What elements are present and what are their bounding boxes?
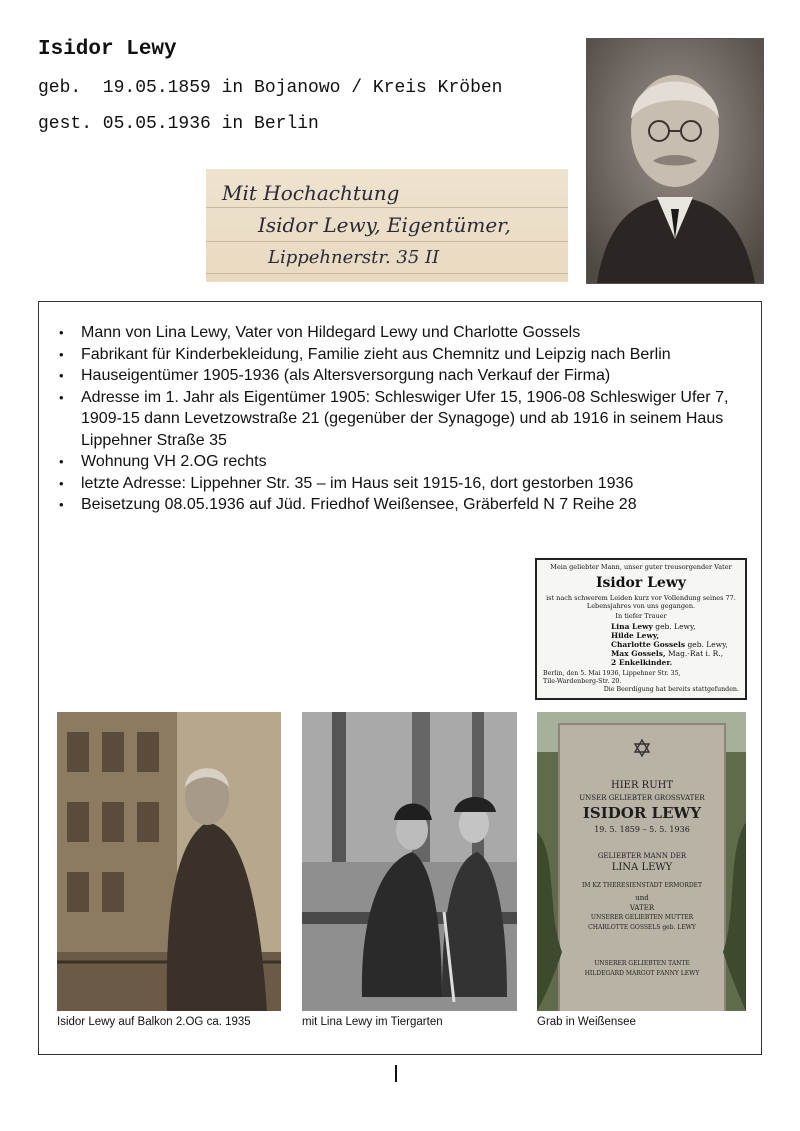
grave-line: VATER — [629, 904, 655, 912]
portrait-illustration — [587, 39, 763, 283]
list-item: • Wohnung VH 2.OG rechts — [81, 451, 771, 473]
park-photo — [302, 712, 517, 1011]
grave-line: HILDEGARD MARGOT FANNY LEWY — [584, 970, 700, 977]
signature-line-1: Mit Hochachtung — [222, 181, 400, 205]
list-item: • Fabrikant für Kinderbekleidung, Familie zieht aus Chemnitz und Leipzig nach Berlin — [81, 344, 771, 366]
grave-caption: Grab in Weißensee — [537, 1016, 636, 1028]
notice-family-1: Lina Lewy geb. Lewy, — [611, 622, 696, 631]
notice-family-4: Max Gossels, Mag.-Rat i. R., — [611, 649, 724, 658]
grave-line: CHARLOTTE GOSSELS geb. LEWY — [588, 924, 696, 931]
balcony-illustration — [57, 712, 281, 1011]
grave-photo — [537, 712, 746, 1011]
death-line: gest. 05.05.1936 in Berlin — [38, 114, 319, 134]
notice-burial: Die Beerdigung hat bereits stattgefunden. — [603, 686, 739, 693]
notice-place-2: Tile-Wardenberg-Str. 20. — [543, 678, 622, 685]
grave-line: ISIDOR LEWY — [582, 804, 702, 822]
grave-line: UNSERER GELIEBTEN MUTTER — [590, 914, 694, 921]
notice-name: Isidor Lewy — [595, 575, 687, 591]
grave-line: HIER RUHT — [610, 780, 674, 791]
grave-line: UNSERER GELIEBTEN TANTE — [594, 960, 690, 967]
list-item: • letzte Adresse: Lippehner Str. 35 – im Haus seit 1915-16, dort gestorben 1936 — [81, 473, 771, 495]
park-caption: mit Lina Lewy im Tiergarten — [302, 1016, 443, 1028]
signature-line-3: Lippehnerstr. 35 II — [268, 247, 440, 268]
notice-text: ist nach schwerem Leiden kurz vor Vollendung seines 77. Lebensjahres von uns gegangen. — [546, 594, 736, 610]
balcony-photo — [57, 712, 281, 1011]
grave-line: und — [635, 894, 649, 902]
notice-place: Berlin, den 5. Mai 1936, Lippehner Str. 35, — [543, 670, 681, 677]
balcony-caption: Isidor Lewy auf Balkon 2.OG ca. 1935 — [57, 1016, 251, 1028]
notice-family-2: Hilde Lewy, — [611, 631, 660, 640]
portrait-photo — [586, 38, 764, 284]
notice-intro: Mein geliebter Mann, unser guter treusorgender Vater — [550, 563, 732, 571]
list-item: • Hauseigentümer 1905-1936 (als Altersversorgung nach Verkauf der Firma) — [81, 365, 771, 387]
facts-list — [59, 322, 771, 516]
page-marker — [395, 1065, 397, 1082]
park-illustration — [302, 712, 517, 1011]
signature-line-2: Isidor Lewy, Eigentümer, — [258, 213, 511, 237]
list-item: • Beisetzung 08.05.1936 auf Jüd. Friedhof Weißensee, Gräberfeld N 7 Reihe 28 — [81, 494, 771, 516]
grave-line: UNSER GELIEBTER GROSSVATER — [579, 794, 705, 802]
grave-line: GELIEBTER MANN DER — [597, 852, 687, 860]
notice-trauer: In tiefer Trauer — [615, 612, 667, 620]
notice-family-3: Charlotte Gossels geb. Lewy, — [611, 640, 728, 649]
notice-family-5: 2 Enkelkinder. — [611, 658, 673, 667]
person-name: Isidor Lewy — [38, 38, 177, 61]
birth-line: geb. 19.05.1859 in Bojanowo / Kreis Kröben — [38, 78, 503, 98]
list-item: • Mann von Lina Lewy, Vater von Hildegard Lewy und Charlotte Gossels — [81, 322, 771, 344]
death-notice — [535, 558, 747, 700]
grave-line: LINA LEWY — [611, 862, 673, 873]
handwritten-signature-image — [206, 169, 568, 282]
grave-line: IM KZ THERESIENSTADT ERMORDET — [581, 882, 703, 889]
grave-line: 19. 5. 1859 – 5. 5. 1936 — [594, 825, 690, 834]
list-item: • Adresse im 1. Jahr als Eigentümer 1905: Schleswiger Ufer 15, 1906-08 Schleswiger Ufer 7, 1909-15 dann Levetzowstraße 21 (gegenüber der Synagoge) und ab 1916 in seinem Haus Lippehner Straße 35 — [81, 387, 771, 452]
